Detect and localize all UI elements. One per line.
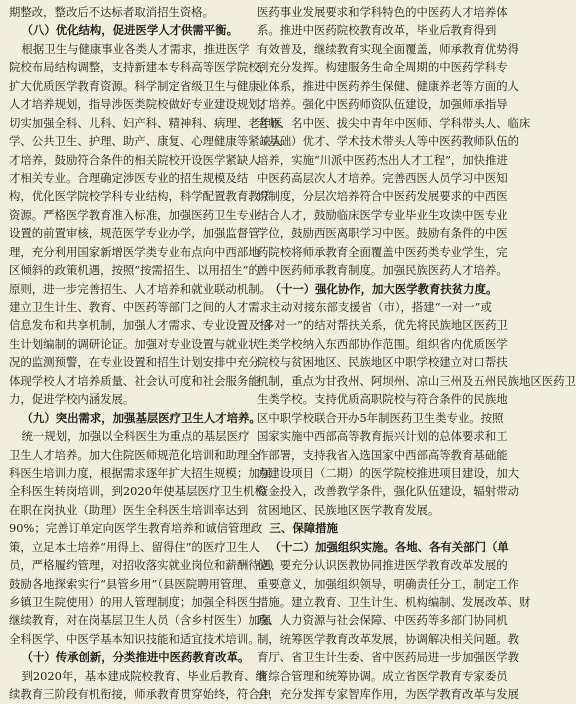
text-line: 力，促进学校内涵发展。 [9,392,135,407]
text-line: “多对一”的结对帮扶关系，优先将民族地区医药卫 [257,318,508,333]
text-line: 学、公共卫生、护理、助产、康复、心理健康等紧缺人 [9,134,283,149]
subsection-heading: （十）传承创新，分类推进中医药教育改革。 [21,650,250,665]
text-line: 位）要充分认识医教协同推进医学教育改革发展的 [257,558,508,573]
text-line: 结合人才，鼓励临床医学专业毕业生攻读中医专业 [257,207,508,222]
text-line: 建立卫生计生、教育、中医药等部门之间的人才需求 [9,300,271,314]
text-line: 原则，进一步完善招生、人才培养和就业联动机制。 [9,281,271,296]
text-line: 90%；完善订单定向医学生教育培养和诚信管理政 [9,521,263,536]
text-line: 才培养。强化中医药师资队伍建设，加强师承指导 [257,97,508,112]
text-line: 培养，实施“川派中医药杰出人才工程”，加快推进 [257,152,508,167]
subsection-heading: （十二）加强组织实施。各地、各有关部门（单 [269,539,509,554]
subsection-heading: （九）突出需求，加强基层医疗卫生人才培养。 [21,410,261,425]
text-line: 院校与贫困地区、民族地区中职学校建立对口帮扶 [257,355,508,370]
section-heading: 三、保障措施 [269,521,338,536]
text-line: 识制度，分层次培养符合中医药发展要求的中西医 [257,189,508,204]
text-line: 有效普及，继续教育实现全面覆盖，师承教育优势得 [257,41,519,56]
text-line: 业体系，推进中医药养生保健、健康养老等方面的人 [257,78,519,93]
text-line: 药院校将师承教育全面覆盖中医药类专业学生，完 [257,244,508,259]
text-line: 作部署，支持我省入选国家中西部高等教育基础能 [257,447,508,462]
text-line: 继续教育，对在岗基层卫生人员（含乡村医生）加强 [9,613,271,628]
text-line: 学位，鼓励西医离职学习中医。鼓励有条件的中医 [257,226,508,241]
text-line: 到2020年，基本建成院校教育、毕业后教育、继 [21,668,267,683]
text-line: 育厅、省卫生计生委、省中医药局进一步加强医学教 [257,650,519,665]
text-line: 老师、名中医、拔尖中青年中医师、学科带头人、临床 [257,115,531,130]
text-line: 贫困地区、民族地区医学教育发展。 [257,502,440,517]
text-line: 才相关专业。合理确定涉医专业的招生规模及结 [9,170,249,185]
text-line: 根据卫生与健康事业各类人才需求，推进医学 [21,41,250,56]
text-line: 生类学校。支持优质高职院校与符合条件的民族地 [257,392,508,407]
text-line: 全科医生转岗培训，到2020年使基层医疗卫生机构 [9,484,266,499]
text-line: 系。推进中医药院校教育改革，毕业后教育得到 [257,23,497,38]
text-line: 中医药高层次人才培养。完善西医人员学习中医知 [257,170,508,185]
text-line: 构，优化医学院校学科专业结构，科学配置教育教学 [9,189,271,204]
text-line: 制，统筹医学教育改革发展，协调解决相关问题。教 [257,631,519,646]
text-line: 资金投入，改善教学条件，强化队伍建设，辐射带动 [257,484,519,499]
text-line: 资源。严格医学教育准入标准，加强医药卫生专业 [9,207,260,222]
subsection-heading: （十一）强化协作，加大医学教育扶贫力度。 [269,281,498,296]
text-line: 设置的前置审核，规范医学专业办学，加强监督管 [9,226,260,241]
text-line: 理，充分利用国家新增医学类专业布点向中西部地 [9,244,260,259]
text-line: 生类学校纳入东西部协作范围。组织省内优质医学 [257,336,508,351]
text-line: 期整改，整改后不达标者取消招生资格。 [9,5,215,19]
text-line: 全科医学、中医学基本知识技能和适宜技术培训。 [9,631,260,646]
left-text-column [9,3,283,702]
text-line: 院校布局结构调整，支持新建本专科高等医学院校， [9,60,271,75]
right-text-column [257,3,576,702]
text-line: 医药事业发展要求和学科特色的中医药人才培养体 [257,5,508,19]
text-line: 国家实施中西部高等教育振兴计划的总体要求和工 [257,429,508,444]
text-line: 统一规划，加强以全科医生为重点的基层医疗 [21,429,250,444]
text-line: 切实加强全科、儿科、妇产科、精神科、病理、老年医 [9,115,283,130]
text-line: 况的监测预警，在专业设置和招生计划安排中充分 [9,355,260,370]
text-line: 力建设项目（二期）的医学院校推进项目建设，加大 [257,465,519,480]
text-line: 人才培养规划，指导涉医类院校做好专业建设规划， [9,97,271,112]
text-line: 扩大优质医学教育资源。科学制定省级卫生与健康 [9,78,260,93]
text-line: 会，充分发挥专家智库作用，为医学教育改革与发展 [257,687,519,702]
text-line: 育综合管理和统筹协调。成立省医学教育专家委员 [257,668,508,683]
text-line: 续教育三阶段有机衔接，师承教育贯穿始终，符合中 [9,687,271,702]
text-line: 重要意义，加强组织领导，明确责任分工，制定工作 [257,576,519,591]
text-line: 善中医药师承教育制度。加强民族医药人才培养。 [257,263,508,278]
text-line: 乡镇卫生院使用）的用人管理制度；加强全科医生 [9,595,260,609]
text-line: 才培养，鼓励符合条件的相关院校开设医学紧缺人 [9,152,260,167]
text-line: 政、人力资源与社会保障、中医药等多部门协同机 [257,613,508,628]
text-line: 机制，重点为甘孜州、阿坝州、凉山三州及五州民族地区医药卫 [257,373,576,388]
text-line: 到充分发挥。构建服务生命全周期的中医药学科专 [257,60,508,75]
text-line: （基础）优才、学术技术带头人等中医药教师队伍的 [257,134,519,149]
subsection-heading: （八）优化结构，促进医学人才供需平衡。 [21,23,238,38]
text-line: 卫生人才培养。加大住院医师规范化培训和助理全 [9,447,260,462]
text-line: 措施。建立教育、卫生计生、机构编制、发展改革、财 [257,595,531,609]
text-line: 科医生培训力度，根据需求逐年扩大招生规模；加强 [9,465,271,480]
text-line: 体现学校人才培养质量、社会认可度和社会服务能 [9,373,260,388]
text-line: 在职在岗执业（助理）医生全科医生培训率达到 [9,502,249,517]
text-line: 员，严格履约管理，对招收落实就业岗位和薪酬待遇， [9,558,283,573]
text-line: 生计划编制的调研论证。加强对专业设置与就业状 [9,336,260,351]
text-line: 鼓励各地探索实行“县管乡用”（县医院聘用管理、 [9,576,255,591]
text-line: 区倾斜的政策机遇，按照“按需招生、以用招生”的 [9,263,260,278]
text-line: 策，立足本土培养“用得上、留得住”的医疗卫生人 [9,539,260,554]
text-line: 信息发布和共享机制，加强人才需求、专业设置及招 [9,318,271,333]
text-line: 区中职学校联合开办5年制医药卫生类专业。按照 [257,410,504,425]
text-line: 主动对接东部支援省（市），搭建“一对一”或 [269,300,492,314]
